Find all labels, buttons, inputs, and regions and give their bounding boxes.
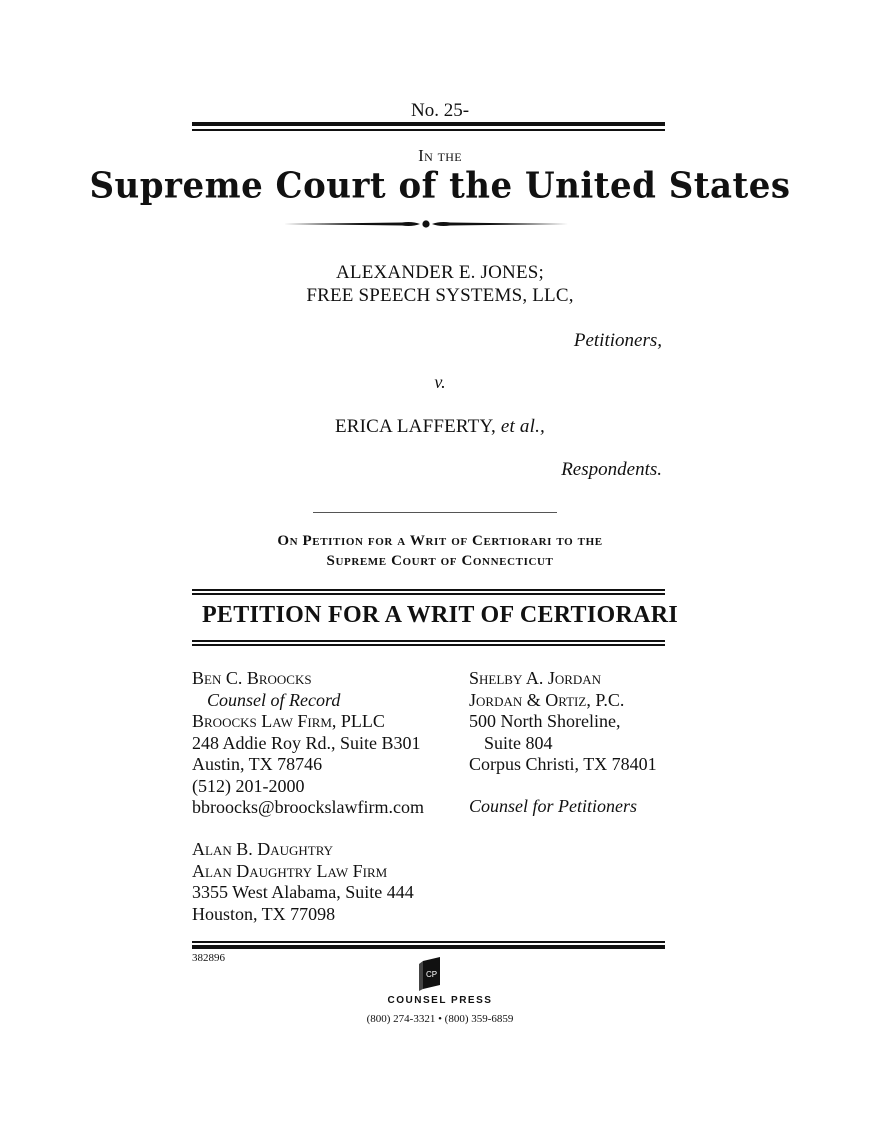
counsel-right-line: 500 North Shoreline, [469,711,621,731]
counsel-left2-line: Alan Daughtry Law Firm [192,860,388,881]
press-phones: (800) 274-3321 • (800) 359-6859 [366,1013,514,1025]
separator-rule [313,512,557,513]
counsel-left-line: (512) 201-2000 [192,775,305,796]
ornament-divider [284,216,568,232]
counsel-left-block [192,668,424,819]
document-title: PETITION FOR A WRIT OF CERTIORARI [201,602,679,628]
petitioner-line-2: FREE SPEECH SYSTEMS, LLC, [306,285,574,306]
counsel-right-line: Suite 804 [484,732,553,753]
counsel-left2-line: Houston, TX 77098 [192,903,336,924]
bottom-rule-thick [192,945,665,949]
counsel-press-logo [418,957,442,991]
title-rule-top-1 [192,589,665,591]
counsel-right-role: Counsel for Petitioners [469,796,637,816]
counsel-left2-line: 3355 West Alabama, Suite 444 [192,882,414,902]
counsel-left-line: Austin, TX 78746 [192,754,323,774]
on-petition-line-1: On Petition for a Writ of Certiorari to the [277,533,603,549]
counsel-left-line: 248 Addie Roy Rd., Suite B301 [192,732,421,753]
title-rule-bottom-2 [192,644,665,646]
top-rule-thin [192,129,665,131]
on-petition-line-2: Supreme Court of Connecticut [326,553,554,569]
court-preface: In the [418,146,462,165]
counsel-right-line: Jordan & Ortiz, P.C. [469,689,625,710]
counsel-left-line: Broocks Law Firm, PLLC [192,711,385,731]
petitioner-line-1: ALEXANDER E. JONES; [335,262,545,283]
counsel-left2-line: Alan B. Daughtry [192,839,334,859]
press-name: COUNSEL PRESS [387,995,493,1006]
counsel-email: bbroocks@broockslawfirm.com [192,797,425,817]
title-rule-bottom-1 [192,640,665,642]
petitioners-role: Petitioners, [573,330,662,351]
logo-text: CP [425,970,438,979]
counsel-right-line: Shelby A. Jordan [469,668,602,688]
job-number: 382896 [192,952,225,964]
counsel-right-line: Corpus Christi, TX 78401 [469,754,657,774]
respondents-role: Respondents. [561,459,662,480]
counsel-left-block-2 [192,839,414,925]
respondent-etal: et al., [500,416,546,437]
bottom-rule-thin [192,941,665,943]
title-rule-top-2 [192,593,665,595]
respondent-name: ERICA LAFFERTY, [334,416,496,437]
counsel-right-block [469,668,657,776]
versus: v. [434,372,446,392]
respondent-line [0,416,880,438]
top-rule-thick [192,122,665,126]
counsel-left-line: Ben C. Broocks [192,668,312,688]
case-number: No. 25- [410,100,470,121]
court-name: Supreme Court of the United States [89,165,791,207]
counsel-left-line: Counsel of Record [207,689,341,710]
